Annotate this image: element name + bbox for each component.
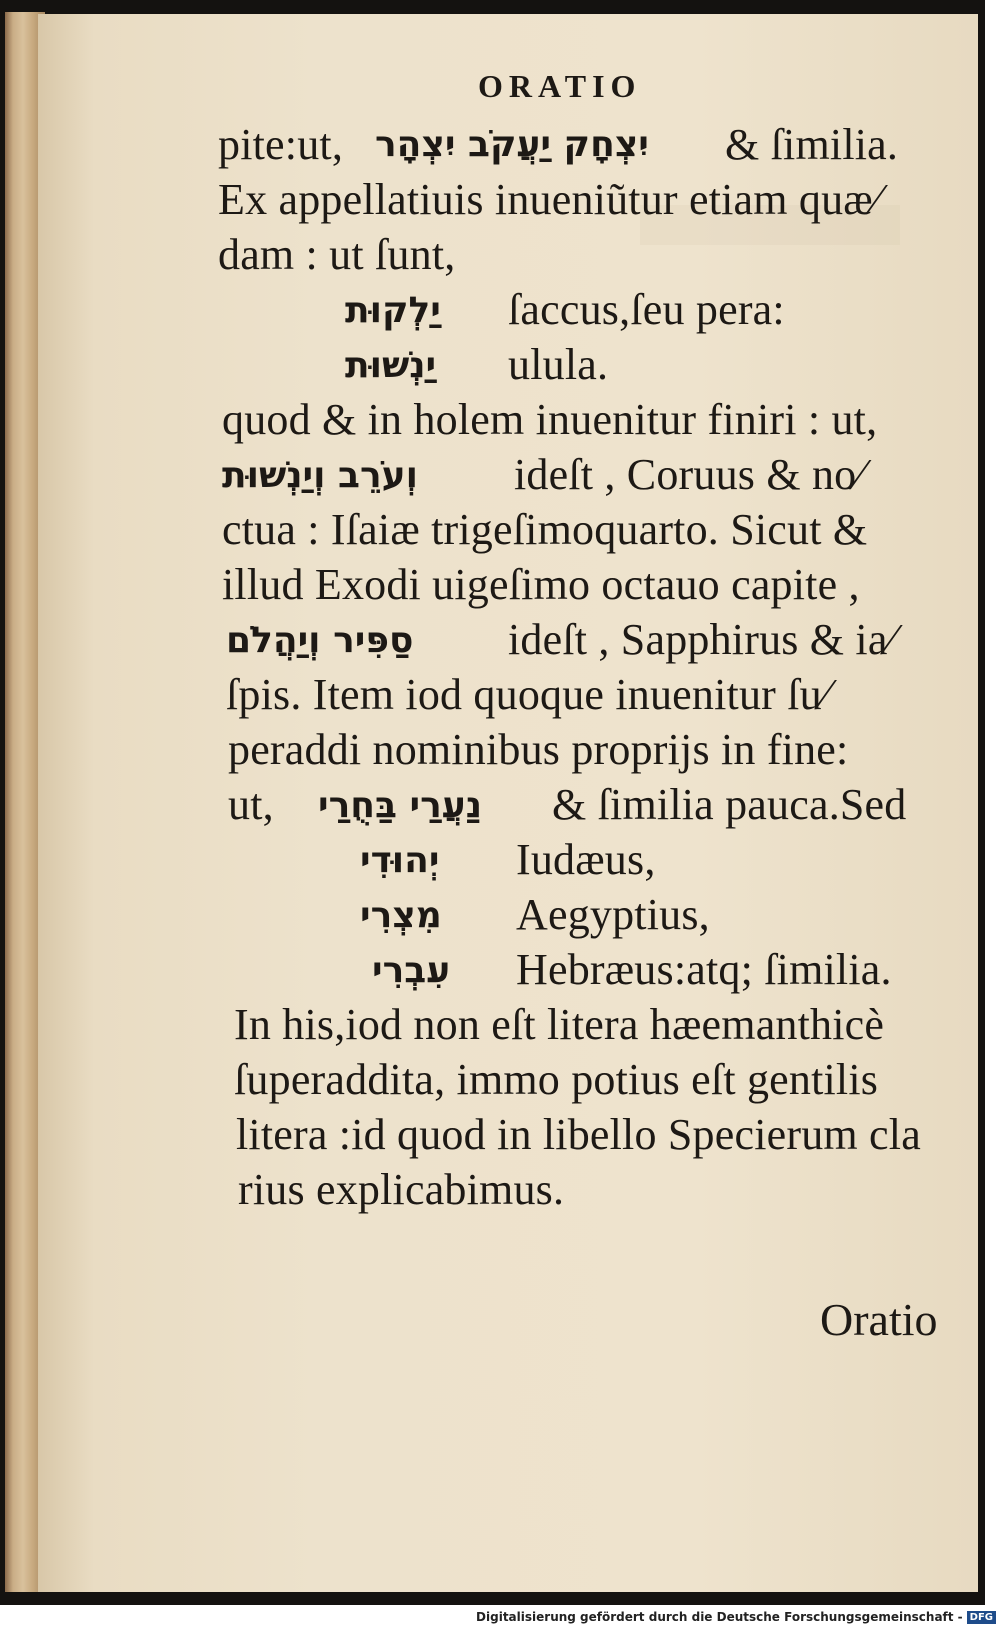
text-line-7-hebrew: וְעֹרֵב וְיַנְשׁוּת — [222, 455, 419, 496]
text-line-3: dam : ut ſunt, — [218, 230, 456, 279]
footer-text: Digitalisierung gefördert durch die Deutsche Forschungsgemeinschaft - — [476, 1610, 963, 1624]
text-line-16-latin: Hebræus:atq; ſimilia. — [516, 945, 892, 994]
digitization-footer — [476, 1607, 1000, 1627]
text-line-5-hebrew: יַנְשׁוּת — [345, 345, 437, 386]
text-line-7-latin: ideſt , Coruus & no⁄ — [514, 450, 864, 499]
text-line-9: illud Exodi uigeſimo octauo capite , — [222, 560, 860, 609]
text-line-20: rius explicabimus. — [238, 1165, 565, 1214]
text-line-15-hebrew: מִצְרִי — [360, 895, 442, 936]
text-line-19: litera :id quod in libello Specierum cla — [236, 1110, 921, 1159]
text-line-1-latin: pite:ut, — [218, 120, 344, 169]
text-line-13-latin-end: & ſimilia pauca.Sed — [552, 780, 907, 829]
text-line-17: In his,iod non eſt litera hæemanthicè — [234, 1000, 885, 1049]
text-line-10-latin: ideſt , Sapphirus & ia⁄ — [508, 615, 896, 664]
text-line-5-latin: ulula. — [508, 340, 609, 389]
text-line-18: ſuperaddita, immo potius eſt gentilis — [234, 1055, 879, 1104]
text-line-14-hebrew: יְהוּדִי — [360, 840, 440, 881]
text-line-12: peraddi nominibus proprijs in fine: — [228, 725, 849, 774]
text-line-4-latin: ſaccus,ſeu pera: — [508, 285, 785, 334]
text-line-4-hebrew: יַלְקוּת — [345, 290, 441, 331]
text-line-13-hebrew: נַעֲרַי בַּחֻרַי — [318, 785, 483, 826]
running-header: ORATIO — [478, 68, 642, 104]
text-line-1-hebrew: יִצְחָק יַעֲקֹב יִצְהָר — [375, 124, 649, 165]
text-line-13-latin: ut, — [228, 780, 274, 829]
text-line-2: Ex appellatiuis inueniũtur etiam quæ⁄ — [218, 175, 881, 224]
text-line-10-hebrew: סַפִּיר וְיַהֲלֹם — [226, 620, 414, 661]
dfg-logo[interactable]: DFG — [967, 1611, 996, 1624]
text-line-8: ctua : Iſaiæ trigeſimoquarto. Sicut & — [222, 505, 868, 554]
text-line-11: ſpis. Item iod quoque inuenitur ſu⁄ — [226, 670, 830, 719]
text-line-15-latin: Aegyptius, — [516, 890, 710, 939]
text-line-6: quod & in holem inuenitur finiri : ut, — [222, 395, 878, 444]
text-line-1-latin-end: & ſimilia. — [725, 120, 899, 169]
catchword: Oratio — [820, 1294, 938, 1345]
text-line-16-hebrew: עִבְרִי — [372, 950, 451, 991]
text-line-14-latin: Iudæus, — [516, 835, 656, 884]
